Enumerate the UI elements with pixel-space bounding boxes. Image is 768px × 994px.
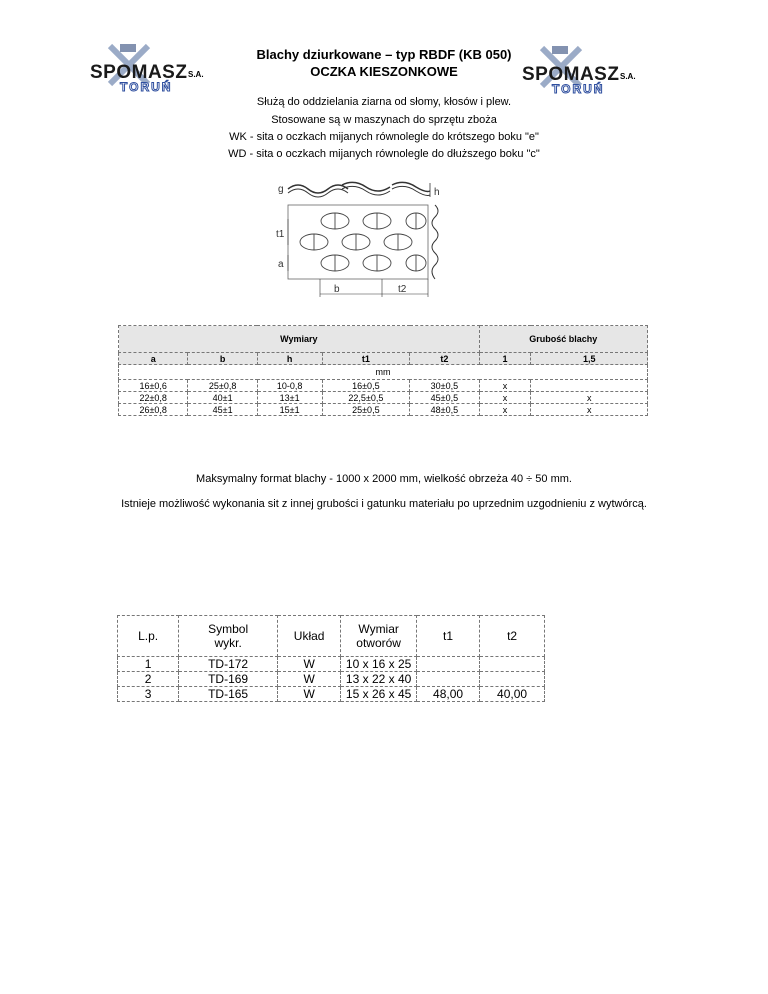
col-header-b: b: [188, 353, 257, 365]
note-max-format: Maksymalny format blachy - 1000 x 2000 mm, wielkość obrzeża 40 ÷ 50 mm.: [196, 473, 572, 485]
col-header-lp: L.p.: [118, 616, 179, 657]
description-line-4: WD - sita o oczkach mijanych równolegle do dłuższego boku "c": [228, 148, 540, 160]
col-header-symbol: Symbol wykr.: [179, 616, 278, 657]
cell: 10-0,8: [257, 380, 322, 392]
page-title: Blachy dziurkowane – typ RBDF (KB 050): [256, 47, 512, 62]
cell: 22±0,8: [119, 392, 188, 404]
logo-right-suffix: S.A.: [620, 72, 636, 81]
logo-right-brand: SPOMASZ: [522, 64, 620, 85]
diagram-label-g: g: [278, 184, 284, 195]
cell: 22,5±0,5: [322, 392, 410, 404]
table-row: [119, 380, 648, 392]
cell: 13 x 22 x 40: [341, 672, 417, 687]
cell: 45±1: [188, 404, 257, 416]
col-header-h: h: [257, 353, 322, 365]
cell: W: [277, 687, 340, 702]
logo-right-city: TORUŃ: [552, 82, 605, 96]
col-header-t2: t2: [410, 353, 479, 365]
col-header-thick-15: 1,5: [531, 353, 648, 365]
cell: [416, 672, 479, 687]
table-row: [119, 392, 648, 404]
col-header-t1: t1: [416, 616, 479, 657]
cell: x: [479, 392, 531, 404]
description-line-2: Stosowane są w maszynach do sprzętu zboża: [271, 114, 497, 126]
cell: [531, 380, 648, 392]
page-subtitle: OCZKA KIESZONKOWE: [310, 64, 458, 79]
note-custom-order: Istnieje możliwość wykonania sit z innej grubości i gatunku materiału po uprzednim uzgodnieniu z wytwórcą.: [121, 498, 647, 510]
col-header-t2: t2: [480, 616, 545, 657]
description-line-3: WK - sita o oczkach mijanych równolegle do krótszego boku "e": [229, 131, 539, 143]
diagram-label-h: h: [434, 187, 440, 198]
cell: TD-165: [179, 687, 278, 702]
table-row: [118, 657, 545, 672]
cell: x: [531, 392, 648, 404]
col-header-uklad: Układ: [277, 616, 340, 657]
logo-left-brand: SPOMASZ: [90, 62, 188, 83]
unit-row: mm: [119, 365, 648, 380]
cell: 25±0,5: [322, 404, 410, 416]
logo-left-city: TORUŃ: [120, 80, 173, 94]
cell: 10 x 16 x 25: [341, 657, 417, 672]
cell: x: [479, 404, 531, 416]
symbol-table: [117, 615, 545, 702]
cell: x: [479, 380, 531, 392]
diagram-label-t1: t1: [276, 229, 285, 240]
cell: 26±0,8: [119, 404, 188, 416]
diagram-label-t2: t2: [398, 284, 407, 295]
thickness-group-header: Grubość blachy: [479, 326, 647, 353]
cell: 16±0,5: [322, 380, 410, 392]
sieve-diagram: [270, 175, 470, 305]
cell: 40,00: [480, 687, 545, 702]
table-row: [118, 672, 545, 687]
cell: [416, 657, 479, 672]
cell: 15 x 26 x 45: [341, 687, 417, 702]
table-row: [118, 687, 545, 702]
cell: 48,00: [416, 687, 479, 702]
cell: x: [531, 404, 648, 416]
cell: 3: [118, 687, 179, 702]
cell: 48±0,5: [410, 404, 479, 416]
cell: TD-172: [179, 657, 278, 672]
col-header-t1: t1: [322, 353, 410, 365]
cell: 15±1: [257, 404, 322, 416]
cell: 25±0,8: [188, 380, 257, 392]
cell: [480, 657, 545, 672]
cell: 16±0,6: [119, 380, 188, 392]
col-header-wymiar: Wymiar otworów: [341, 616, 417, 657]
cell: [480, 672, 545, 687]
col-header-a: a: [119, 353, 188, 365]
cell: 13±1: [257, 392, 322, 404]
cell: 30±0,5: [410, 380, 479, 392]
diagram-label-a: a: [278, 259, 284, 270]
dimensions-table: [118, 325, 648, 416]
cell: 40±1: [188, 392, 257, 404]
dims-group-header: Wymiary: [119, 326, 480, 353]
cell: 45±0,5: [410, 392, 479, 404]
logo-left-suffix: S.A.: [188, 70, 204, 79]
description-line-1: Służą do oddzielania ziarna od słomy, kłosów i plew.: [256, 96, 512, 108]
table-row: [119, 404, 648, 416]
cell: 1: [118, 657, 179, 672]
diagram-label-b: b: [334, 284, 340, 295]
col-header-thick-1: 1: [479, 353, 531, 365]
cell: TD-169: [179, 672, 278, 687]
cell: 2: [118, 672, 179, 687]
cell: W: [277, 657, 340, 672]
cell: W: [277, 672, 340, 687]
